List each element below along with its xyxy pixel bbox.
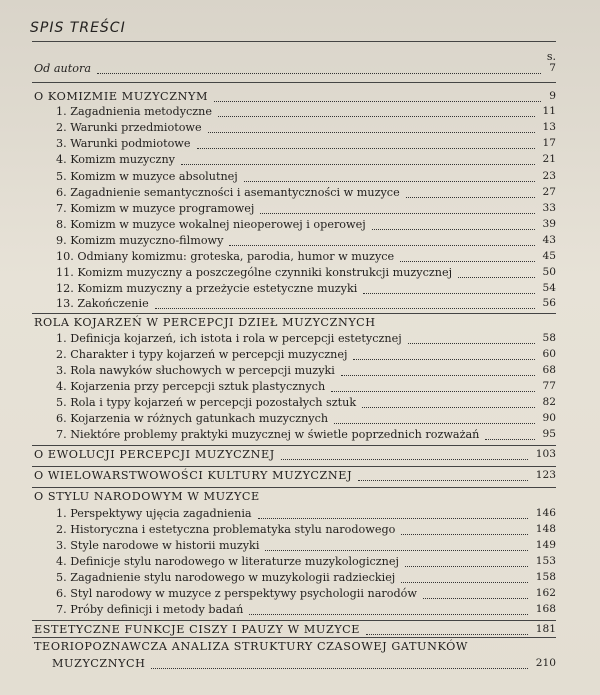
toc-entry-label: 2. Warunki przedmiotowe <box>56 121 202 134</box>
dot-leader <box>181 163 535 165</box>
toc-page-number: 148 <box>535 523 556 535</box>
dot-leader <box>258 517 528 519</box>
section-rule <box>32 487 556 488</box>
dot-leader <box>229 244 535 246</box>
toc-entry <box>0 603 600 619</box>
toc-section-heading <box>0 316 600 332</box>
toc-entry-label: 4. Definicje stylu narodowego w literaturze muzykologicznej <box>56 555 399 568</box>
dot-leader <box>281 458 528 460</box>
dot-leader <box>401 533 528 535</box>
toc-page-number: 82 <box>542 396 556 408</box>
toc-entry <box>0 218 600 234</box>
toc-entry-label: 1. Zagadnienia metodyczne <box>56 105 213 118</box>
toc-page-number: 58 <box>542 332 556 344</box>
toc-entry <box>0 380 600 396</box>
toc-entry <box>0 412 600 428</box>
dot-leader <box>408 342 535 344</box>
toc-entry-label: 3. Rola nawyków słuchowych w percepcji muzyki <box>56 364 335 377</box>
section-rule <box>32 445 556 446</box>
toc-entry-label: 7. Niektóre problemy praktyki muzycznej w świetle poprzednich rozważań <box>56 428 480 441</box>
toc-entry <box>0 137 600 153</box>
toc-entry <box>0 571 600 587</box>
toc-entry <box>0 250 600 266</box>
toc-entry-label: TEORIOPOZNAWCZA ANALIZA STRUKTURY CZASOWEJ GATUNKÓW <box>34 640 468 653</box>
toc-entry-label: 4. Komizm muzyczny <box>56 153 175 166</box>
toc-page-number: 103 <box>535 448 556 460</box>
toc-section-heading <box>0 640 600 656</box>
dot-leader <box>218 115 535 117</box>
toc-entry <box>0 297 600 313</box>
toc-page-number: 158 <box>535 571 556 583</box>
toc-page-number: 9 <box>549 90 556 102</box>
toc-page-number: 90 <box>542 412 556 424</box>
toc-foreword <box>0 62 600 78</box>
dot-leader <box>372 228 535 230</box>
toc-section-heading <box>0 448 600 464</box>
toc-entry-label: ESTETYCZNE FUNKCJE CISZY I PAUZY W MUZYCE <box>34 623 361 636</box>
toc-entry-label: 3. Warunki podmiotowe <box>56 137 191 150</box>
dot-leader <box>151 667 528 669</box>
toc-entry-label: 11. Komizm muzyczny a poszczególne czynniki konstrukcji muzycznej <box>56 266 453 279</box>
toc-entry <box>0 428 600 444</box>
toc-entry-label: 2. Charakter i typy kojarzeń w percepcji muzycznej <box>56 348 348 361</box>
toc-page-number: 181 <box>535 623 556 635</box>
toc-entry-label: 9. Komizm muzyczno-filmowy <box>56 234 224 247</box>
toc-entry-label: 4. Kojarzenia przy percepcji sztuk plastycznych <box>56 380 326 393</box>
toc-entry <box>0 507 600 523</box>
toc-page-number: 162 <box>535 587 556 599</box>
toc-entry <box>0 186 600 202</box>
toc-page-number: 7 <box>549 62 556 74</box>
toc-entry-label: 1. Perspektywy ujęcia zagadnienia <box>56 507 252 520</box>
toc-entry-label: 5. Komizm w muzyce absolutnej <box>56 170 238 183</box>
toc-entry-label: 6. Kojarzenia w różnych gatunkach muzycznych <box>56 412 329 425</box>
toc-page-number: 95 <box>542 428 556 440</box>
dot-leader <box>458 276 535 278</box>
toc-entry <box>0 234 600 250</box>
toc-page-number: 21 <box>542 153 556 165</box>
section-rule <box>32 620 556 621</box>
toc-entry-label: 1. Definicja kojarzeń, ich istota i rola w percepcji estetycznej <box>56 332 402 345</box>
dot-leader <box>406 196 535 198</box>
toc-entry-label: 6. Zagadnienie semantyczności i asemantyczności w muzyce <box>56 186 400 199</box>
dot-leader <box>97 72 541 74</box>
toc-entry-label: ROLA KOJARZEŃ W PERCEPCJI DZIEŁ MUZYCZNYCH <box>34 316 376 329</box>
dot-leader <box>353 358 535 360</box>
toc-entry <box>0 153 600 169</box>
section-rule <box>32 313 556 314</box>
toc-page-number: 210 <box>535 657 556 669</box>
dot-leader <box>423 597 528 599</box>
toc-entry-label: O EWOLUCJI PERCEPCJI MUZYCZNEJ <box>34 448 275 461</box>
toc-entry <box>0 170 600 186</box>
toc-entry <box>0 539 600 555</box>
toc-page-number: 77 <box>542 380 556 392</box>
toc-entry-label: 5. Zagadnienie stylu narodowego w muzykologii radzieckiej <box>56 571 396 584</box>
toc-entry-label: 6. Styl narodowy w muzyce z perspektywy psychologii narodów <box>56 587 417 600</box>
toc-entry-label: O WIELOWARSTWOWOŚCI KULTURY MUZYCZNEJ <box>34 469 353 482</box>
toc-entry <box>0 202 600 218</box>
toc-page-number: 68 <box>542 364 556 376</box>
toc-entry-label: MUZYCZNYCH <box>52 657 146 670</box>
toc-entry-label: 5. Rola i typy kojarzeń w percepcji pozostałych sztuk <box>56 396 357 409</box>
toc-entry-label: 7. Komizm w muzyce programowej <box>56 202 255 215</box>
toc-entry <box>0 282 600 298</box>
dot-leader <box>244 180 535 182</box>
toc-page-number: 13 <box>542 121 556 133</box>
section-rule <box>32 82 556 83</box>
toc-section-heading <box>0 657 600 673</box>
section-rule <box>32 637 556 638</box>
toc-entry-label: O STYLU NARODOWYM W MUZYCE <box>34 490 260 503</box>
dot-leader <box>405 565 528 567</box>
toc-entry-label: 8. Komizm w muzyce wokalnej nieoperowej i operowej <box>56 218 366 231</box>
toc-page-number: 56 <box>542 297 556 309</box>
title-rule <box>32 41 556 42</box>
toc-page-number: 149 <box>535 539 556 551</box>
toc-entry-label: O KOMIZMIE MUZYCZNYM <box>34 90 209 103</box>
toc-entry-label: 2. Historyczna i estetyczna problematyka stylu narodowego <box>56 523 396 536</box>
toc-entry-label: Od autora <box>34 62 92 75</box>
dot-leader <box>249 613 528 615</box>
toc-page-number: 146 <box>535 507 556 519</box>
toc-entry <box>0 396 600 412</box>
dot-leader <box>358 479 528 481</box>
toc-page-number: 11 <box>542 105 556 117</box>
toc-page-number: 27 <box>542 186 556 198</box>
toc-page-number: 54 <box>542 282 556 294</box>
section-rule <box>32 466 556 467</box>
page-column-header: s. <box>546 50 556 63</box>
dot-leader <box>362 406 535 408</box>
dot-leader <box>334 422 535 424</box>
page-title: SPIS TREŚCI <box>30 20 126 36</box>
toc-entry <box>0 121 600 137</box>
toc-entry <box>0 523 600 539</box>
dot-leader <box>260 212 535 214</box>
toc-entry <box>0 587 600 603</box>
toc-entry <box>0 555 600 571</box>
toc-entry-label: 10. Odmiany komizmu: groteska, parodia, humor w muzyce <box>56 250 395 263</box>
dot-leader <box>400 260 535 262</box>
dot-leader <box>155 307 535 309</box>
dot-leader <box>265 549 528 551</box>
toc-page-number: 17 <box>542 137 556 149</box>
toc-page-number: 43 <box>542 234 556 246</box>
toc-section-heading <box>0 490 600 506</box>
toc-entry <box>0 105 600 121</box>
dot-leader <box>363 292 535 294</box>
toc-page-number: 23 <box>542 170 556 182</box>
toc-page-number: 50 <box>542 266 556 278</box>
dot-leader <box>331 390 535 392</box>
toc-page-number: 168 <box>535 603 556 615</box>
toc-entry <box>0 332 600 348</box>
dot-leader <box>208 131 535 133</box>
dot-leader <box>214 100 541 102</box>
toc-page-number: 123 <box>535 469 556 481</box>
toc-page-number: 33 <box>542 202 556 214</box>
toc-entry-label: 3. Style narodowe w historii muzyki <box>56 539 260 552</box>
toc-section-heading <box>0 90 600 106</box>
dot-leader <box>485 438 535 440</box>
toc-entry-label: 13. Zakończenie <box>56 297 149 310</box>
toc-entry-label: 12. Komizm muzyczny a przeżycie estetyczne muzyki <box>56 282 358 295</box>
toc-section-heading <box>0 469 600 485</box>
dot-leader <box>197 147 535 149</box>
toc-entry <box>0 348 600 364</box>
toc-entry <box>0 364 600 380</box>
dot-leader <box>366 633 528 635</box>
toc-page-number: 45 <box>542 250 556 262</box>
toc-page-number: 39 <box>542 218 556 230</box>
toc-page-number: 153 <box>535 555 556 567</box>
dot-leader <box>401 581 528 583</box>
toc-page-number: 60 <box>542 348 556 360</box>
toc-entry <box>0 266 600 282</box>
dot-leader <box>341 374 535 376</box>
toc-entry-label: 7. Próby definicji i metody badań <box>56 603 244 616</box>
